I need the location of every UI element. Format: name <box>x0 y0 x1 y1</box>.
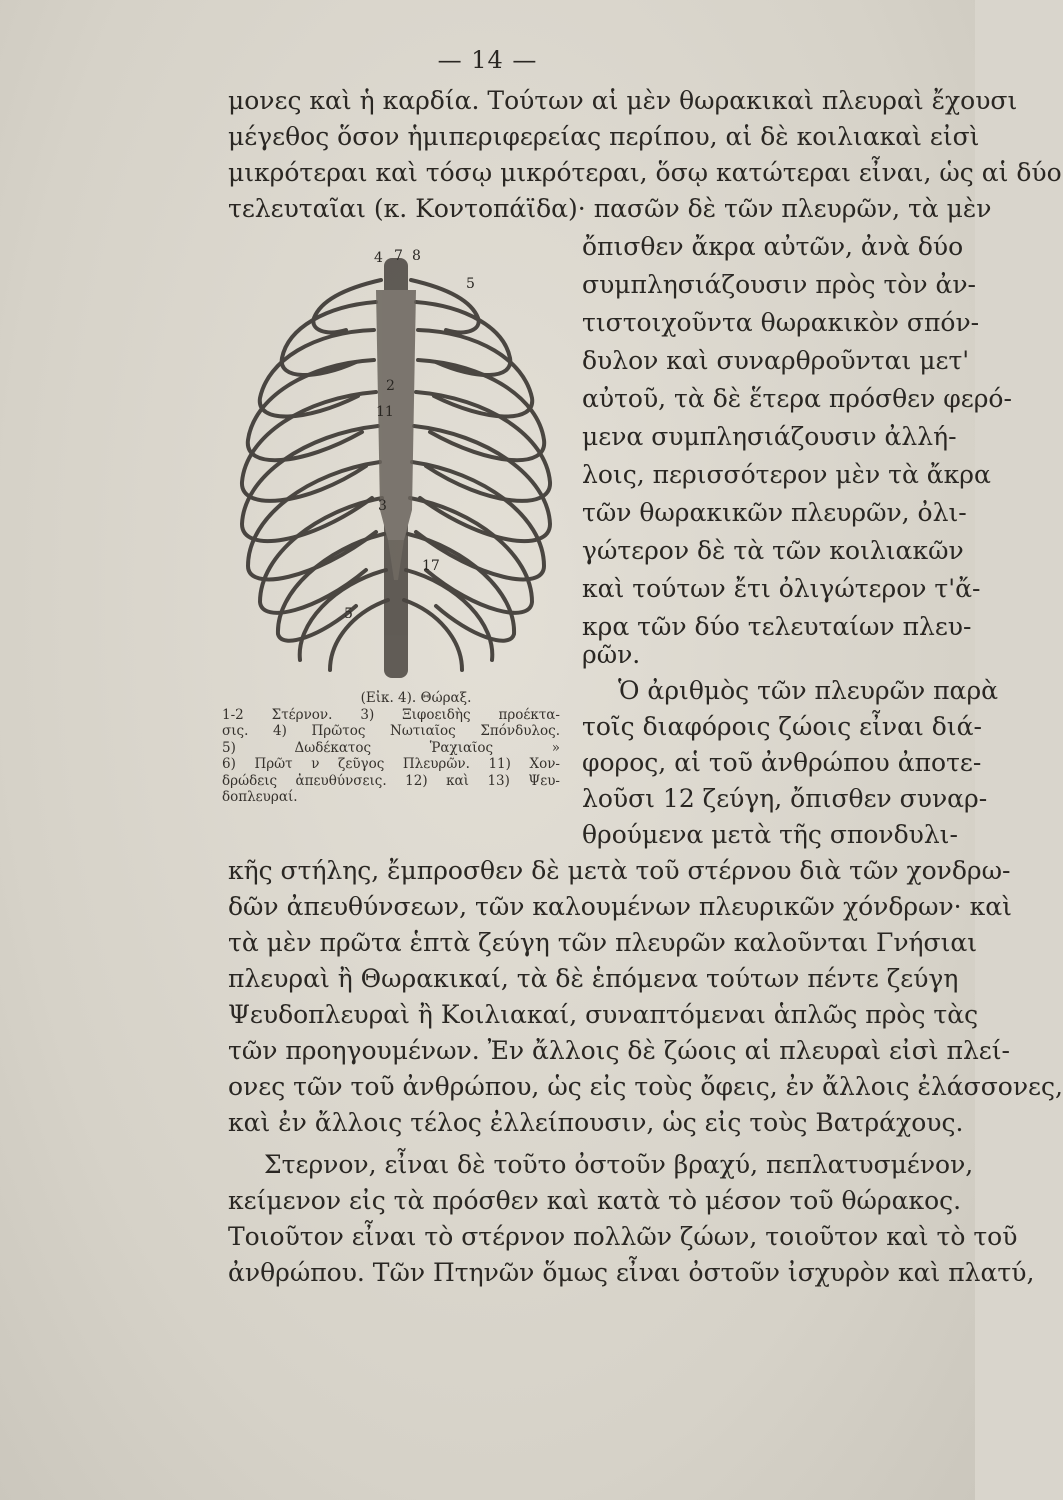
text-line: τοῖς διαφόροις ζώοις εἶναι διά- <box>582 712 982 741</box>
text-line: κρα τῶν δύο τελευταίων πλευ- <box>582 612 972 641</box>
rib-right-8 <box>410 498 532 613</box>
rib-left-11 <box>330 600 388 670</box>
caption-line: 1-2 Στέρνον. 3) Ξιφοειδὴς προέκτα- <box>222 706 560 723</box>
rib-right-9 <box>408 534 514 641</box>
caption-line: δρώδεις ἀπευθύνσεις. 12) καὶ 13) Ψευ- <box>222 772 560 789</box>
text-line: πλευραὶ ἢ Θωρακικαί, τὰ δὲ ἑπόμενα τούτων πέντε ζεύγη <box>228 964 959 993</box>
text-line: δυλον καὶ συναρθροῦνται μετ' <box>582 346 970 375</box>
text-line: τὰ μὲν πρῶτα ἑπτὰ ζεύγη τῶν πλευρῶν καλοῦνται Γνήσιαι <box>228 928 978 957</box>
figure-label: 8 <box>412 248 421 264</box>
rib-right-11 <box>404 600 462 670</box>
text-line: λοῦσι 12 ζεύγη, ὄπισθεν συναρ- <box>582 784 988 813</box>
figure-label: 5 <box>466 276 475 292</box>
figure-label: 2 <box>386 378 395 394</box>
text-line: τιστοιχοῦντα θωρακικὸν σπόν- <box>582 308 980 337</box>
rib-left-9 <box>278 534 384 641</box>
rib-left-8 <box>260 498 382 613</box>
text-line: Στερνον, εἶναι δὲ τοῦτο ὀστοῦν βραχύ, πεπλατυσμένον, <box>264 1150 974 1179</box>
figure-label: 5 <box>344 606 353 622</box>
text-line: φορος, αἱ τοῦ ἀνθρώπου ἀποτε- <box>582 748 982 777</box>
caption-line: σις. 4) Πρῶτος Νωτιαῖος Σπόνδυλος. <box>222 723 560 739</box>
text-line: Τοιοῦτον εἶναι τὸ στέρνον πολλῶν ζώων, τοιοῦτον καὶ τὸ τοῦ <box>228 1222 1018 1251</box>
figure-caption <box>222 690 560 806</box>
figure-label: 17 <box>422 558 440 574</box>
rib-left-7 <box>248 462 380 579</box>
text-line: γώτερον δὲ τὰ τῶν κοιλιακῶν <box>582 536 964 565</box>
text-line: ὄπισθεν ἄκρα αὐτῶν, ἀνὰ δύο <box>582 232 964 261</box>
text-line: ονες τῶν τοῦ ἀνθρώπου, ὡς εἰς τοὺς ὄφεις, ἐν ἄλλοις ἐλάσσονες, <box>228 1072 1063 1101</box>
page-number: — 14 — <box>437 46 538 74</box>
caption-line: δοπλευραί. <box>222 789 298 805</box>
text-line: λοις, περισσότερον μὲν τὰ ἄκρα <box>582 460 991 489</box>
caption-title: (Εἰκ. 4). Θώραξ. <box>360 690 472 706</box>
text-line: τῶν θωρακικῶν πλευρῶν, ὀλι- <box>582 498 967 527</box>
text-line: δῶν ἀπευθύνσεων, τῶν καλουμένων πλευρικῶν χόνδρων· καὶ <box>228 892 1012 921</box>
figure-label: 7 <box>394 248 403 264</box>
figure-label: 11 <box>376 404 394 420</box>
text-line: Ψευδοπλευραὶ ἢ Κοιλιακαί, συναπτόμεναι ἁπλῶς πρὸς τὰς <box>228 1000 979 1029</box>
text-line: μενα συμπλησιάζουσιν ἀλλή- <box>582 422 957 451</box>
text-line: θρούμενα μετὰ τῆς σπονδυλι- <box>582 820 958 849</box>
thorax-illustration <box>226 240 566 690</box>
caption-line: 6) Πρῶτ ν ζεῦγος Πλευρῶν. 11) Χον- <box>222 756 560 772</box>
text-line: καὶ τούτων ἔτι ὀλιγώτερον τ'ἄ- <box>582 574 981 603</box>
text-line: τελευταῖαι (κ. Κοντοπάϊδα)· πασῶν δὲ τῶν πλευρῶν, τὰ μὲν <box>228 194 992 223</box>
caption-line: 5) Δωδέκατος Ῥαχιαῖος » <box>222 739 560 756</box>
figure-label: 3 <box>378 498 387 514</box>
text-line: συμπλησιάζουσιν πρὸς τὸν ἀν- <box>582 270 977 299</box>
text-line: κῆς στήλης, ἔμπροσθεν δὲ μετὰ τοῦ στέρνου διὰ τῶν χονδρω- <box>228 856 1011 885</box>
text-line: μέγεθος ὅσον ἡμιπεριφερείας περίπου, αἱ δὲ κοιλιακαὶ εἰσὶ <box>228 122 980 151</box>
text-line: Ὁ ἀριθμὸς τῶν πλευρῶν παρὰ <box>618 676 999 705</box>
text-line: αὐτοῦ, τὰ δὲ ἕτερα πρόσθεν φερό- <box>582 384 1012 413</box>
text-line: καὶ ἐν ἄλλοις τέλος ἐλλείπουσιν, ὡς εἰς τοὺς Βατράχους. <box>228 1108 964 1137</box>
figure-label: 4 <box>374 250 383 266</box>
text-line: κείμενον εἰς τὰ πρόσθεν καὶ κατὰ τὸ μέσον τοῦ θώρακος. <box>228 1186 962 1215</box>
text-line: μικρότεραι καὶ τόσῳ μικρότεραι, ὅσῳ κατώτεραι εἶναι, ὡς αἱ δύο <box>228 158 1062 187</box>
text-line: ἀνθρώπου. Τῶν Πτηνῶν ὅμως εἶναι ὀστοῦν ἰσχυρὸν καὶ πλατύ, <box>228 1258 1035 1287</box>
text-line: τῶν προηγουμένων. Ἐν ἄλλοις δὲ ζώοις αἱ πλευραὶ εἰσὶ πλεί- <box>228 1036 1011 1065</box>
text-line: μονες καὶ ἡ καρδία. Τούτων αἱ μὲν θωρακικαὶ πλευραὶ ἔχουσι <box>228 86 1018 115</box>
text-line: ρῶν. <box>582 640 641 669</box>
